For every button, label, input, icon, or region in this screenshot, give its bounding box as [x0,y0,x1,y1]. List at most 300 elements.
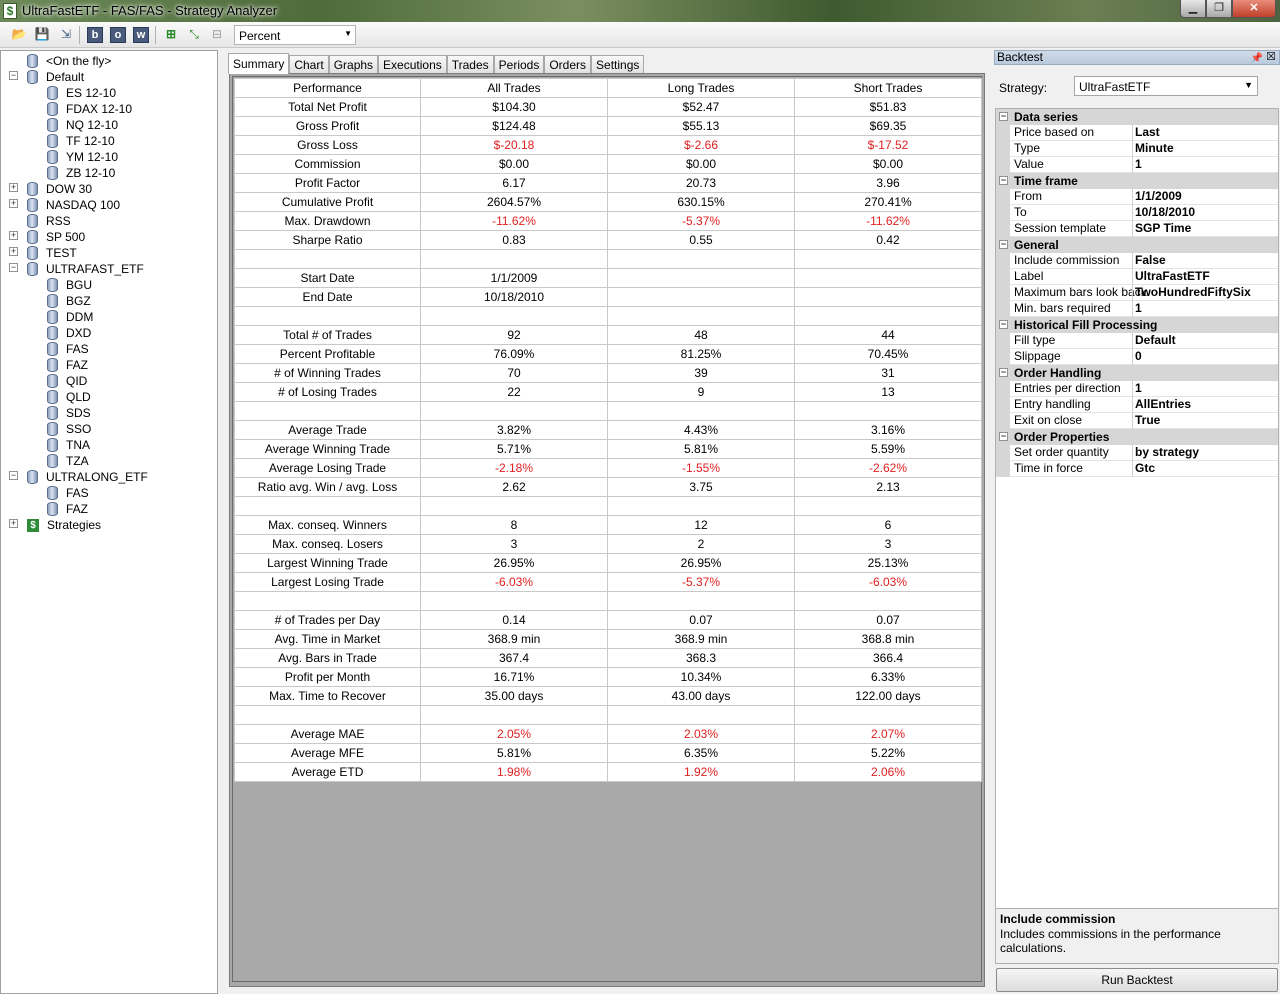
tree-item[interactable] [47,421,91,437]
table-row[interactable] [235,212,982,231]
tree-item[interactable] [47,485,89,501]
tree-item[interactable] [47,453,89,469]
metric-label: Max. Drawdown [235,212,421,231]
instrument-icon [47,166,58,180]
tree-group-sp500[interactable] [27,229,85,245]
expand-test-icon[interactable]: + [10,246,17,256]
all-trades-cell: 2.05% [421,725,608,744]
category-name: Historical Fill Processing [1014,318,1158,332]
property-value[interactable]: UltraFastETF [1132,269,1278,285]
property-row[interactable] [996,285,1278,301]
tree-item[interactable] [47,117,118,133]
instrument-icon [47,134,58,148]
long-trades-cell [608,269,795,288]
table-row[interactable] [235,516,982,535]
tree-item-label: SSO [66,422,92,436]
tree-item-label: QID [66,374,88,388]
collapse-category-icon[interactable]: − [1000,175,1007,185]
table-row[interactable] [235,535,982,554]
property-value[interactable]: TwoHundredFiftySix [1132,285,1278,301]
table-row[interactable] [235,440,982,459]
table-row[interactable] [235,269,982,288]
metric-label: Largest Winning Trade [235,554,421,573]
short-trades-cell: -6.03% [795,573,982,592]
database-icon [27,214,38,228]
property-value[interactable]: SGP Time [1132,221,1278,237]
metric-label [235,706,421,725]
property-row[interactable] [996,333,1278,349]
row-gutter [996,301,1010,317]
instrument-icon [47,374,58,388]
open-folder-icon[interactable]: 📂 [11,27,27,41]
row-gutter [996,205,1010,221]
long-trades-cell [608,706,795,725]
table-row[interactable] [235,402,982,421]
property-row[interactable] [996,205,1278,221]
property-name: Session template [1014,221,1107,235]
expand-nasdaq-icon[interactable]: + [10,198,17,208]
tree-item-label: FAS [66,342,89,356]
long-trades-cell: 1.92% [608,763,795,782]
expand-dow30-icon[interactable]: + [10,182,17,192]
property-row[interactable] [996,157,1278,173]
database-icon [27,198,38,212]
table-row[interactable] [235,668,982,687]
table-row[interactable] [235,174,982,193]
long-trades-cell: 2.03% [608,725,795,744]
property-value[interactable]: Default [1132,333,1278,349]
all-trades-cell: 26.95% [421,554,608,573]
collapse-category-icon[interactable]: − [1000,111,1007,121]
tree-group-label: DOW 30 [46,182,93,196]
tree-group-label: ULTRAFAST_ETF [46,262,144,276]
property-row[interactable] [996,269,1278,285]
tree-item[interactable] [47,501,88,517]
tree-group-ultrafast-etf[interactable] [27,261,144,277]
property-category[interactable] [996,317,1278,333]
long-trades-cell: $55.13 [608,117,795,136]
property-value[interactable]: True [1132,413,1278,429]
tree-item-selected[interactable] [47,341,89,357]
minimize-button[interactable]: ▁ [1180,0,1206,18]
short-trades-cell: $0.00 [795,155,982,174]
instrument-icon [47,326,58,340]
tree-group-rss[interactable] [27,213,71,229]
all-trades-cell: 0.83 [421,231,608,250]
instrument-icon [47,150,58,164]
tab-periods[interactable]: Periods [494,55,545,74]
tree-item[interactable] [47,277,92,293]
short-trades-cell: 270.41% [795,193,982,212]
property-name: Fill type [1014,333,1056,347]
instrument-icon [47,438,58,452]
property-value[interactable]: Last [1132,125,1278,141]
row-gutter [996,349,1010,365]
metric-label: # of Losing Trades [235,383,421,402]
tree-item-label: ES 12-10 [66,86,117,100]
collapse-default-icon[interactable]: − [10,70,17,80]
display-mode-select[interactable] [234,25,356,45]
table-row[interactable] [235,725,982,744]
short-trades-cell: 31 [795,364,982,383]
tree-group-default[interactable] [27,69,84,85]
metric-label [235,402,421,421]
column-header-long-trades[interactable]: Long Trades [608,79,795,98]
table-row[interactable] [235,592,982,611]
short-trades-cell: 122.00 days [795,687,982,706]
tab-chart[interactable]: Chart [289,55,328,74]
property-value[interactable]: 1 [1132,381,1278,397]
property-row[interactable] [996,301,1278,317]
metric-label [235,497,421,516]
long-trades-cell: 2 [608,535,795,554]
metric-label: Ratio avg. Win / avg. Loss [235,478,421,497]
short-trades-cell [795,288,982,307]
metric-label: # of Winning Trades [235,364,421,383]
property-name: Set order quantity [1014,445,1109,459]
property-category[interactable] [996,173,1278,189]
property-value[interactable]: 0 [1132,349,1278,365]
collapse-category-icon[interactable]: − [1000,319,1007,329]
all-trades-cell: 3 [421,535,608,554]
collapse-category-icon[interactable]: − [1000,367,1007,377]
maximize-button[interactable]: ❐ [1206,0,1232,18]
long-trades-cell: $0.00 [608,155,795,174]
all-trades-cell: 368.9 min [421,630,608,649]
long-trades-cell: 26.95% [608,554,795,573]
all-trades-cell: $0.00 [421,155,608,174]
database-icon [27,182,38,196]
all-trades-cell: 5.81% [421,744,608,763]
property-grid [995,108,1279,958]
tree-item[interactable] [47,325,91,341]
property-value[interactable]: Minute [1132,141,1278,157]
tree-group-dow30[interactable] [27,181,92,197]
property-value[interactable]: 1 [1132,301,1278,317]
short-trades-cell [795,592,982,611]
property-category[interactable] [996,429,1278,445]
tree-item-label: ZB 12-10 [66,166,116,180]
app-icon: $ [3,3,17,19]
table-row[interactable] [235,497,982,516]
column-header-performance[interactable]: Performance [235,79,421,98]
property-row[interactable] [996,445,1278,461]
property-name: Time in force [1014,461,1083,475]
tree-item[interactable] [47,133,115,149]
row-gutter [996,413,1010,429]
property-row[interactable] [996,413,1278,429]
short-trades-cell: -2.62% [795,459,982,478]
tree-item-label: FDAX 12-10 [66,102,133,116]
run-backtest-button[interactable]: Run Backtest [996,968,1278,992]
all-trades-cell: 0.14 [421,611,608,630]
strategy-label: Strategy: [999,81,1048,95]
property-name: From [1014,189,1042,203]
table-row[interactable] [235,649,982,668]
strategy-icon: $ [27,519,39,532]
instrument-icon [47,502,58,516]
table-row[interactable] [235,117,982,136]
instrument-icon [47,310,58,324]
long-trades-cell: $-2.66 [608,136,795,155]
metric-label: Average ETD [235,763,421,782]
metric-label: # of Trades per Day [235,611,421,630]
property-description [995,908,1279,964]
row-gutter [996,269,1010,285]
tree-item-label: FAZ [66,502,89,516]
tree-group-label: RSS [46,214,71,228]
instrument-icon [47,102,58,116]
property-row[interactable] [996,461,1278,477]
table-row[interactable] [235,744,982,763]
metric-label: Average MFE [235,744,421,763]
strategy-select[interactable] [1074,76,1258,96]
all-trades-cell: 8 [421,516,608,535]
w-button[interactable]: w [133,27,149,43]
instrument-icon [47,422,58,436]
tree-item[interactable] [47,149,118,165]
table-row[interactable] [235,421,982,440]
all-trades-cell: -11.62% [421,212,608,231]
property-category[interactable] [996,365,1278,381]
row-gutter [996,397,1010,413]
property-row[interactable] [996,141,1278,157]
long-trades-cell: 9 [608,383,795,402]
pin-icon[interactable]: 📌 [1250,53,1263,64]
short-trades-cell: 368.8 min [795,630,982,649]
table-row[interactable] [235,383,982,402]
tree-item-label: FAZ [66,358,89,372]
tree-group-nasdaq[interactable] [27,197,120,213]
result-tabs [228,53,644,73]
short-trades-cell [795,269,982,288]
collapse-category-icon[interactable]: − [1000,239,1007,249]
property-name: Entry handling [1014,397,1091,411]
instrument-icon [47,486,58,500]
tab-graphs[interactable]: Graphs [329,55,378,74]
short-trades-cell: 70.45% [795,345,982,364]
description-title: Include commission [1000,912,1116,926]
tab-trades[interactable]: Trades [447,55,494,74]
tree-item-label: BGZ [66,294,91,308]
tree-item[interactable] [47,101,132,117]
all-trades-cell: 1.98% [421,763,608,782]
tree-item[interactable] [47,373,87,389]
tree-item-label: DXD [66,326,92,340]
long-trades-cell [608,288,795,307]
tree-group-ultralong-etf[interactable] [27,469,148,485]
short-trades-cell: $-17.52 [795,136,982,155]
long-trades-cell [608,307,795,326]
tree-item[interactable] [47,437,90,453]
row-gutter [996,189,1010,205]
table-row[interactable] [235,307,982,326]
table-row[interactable] [235,231,982,250]
long-trades-cell [608,592,795,611]
long-trades-cell: 12 [608,516,795,535]
short-trades-cell: 3 [795,535,982,554]
property-category[interactable] [996,237,1278,253]
property-row[interactable] [996,221,1278,237]
table-row[interactable] [235,630,982,649]
tree-item[interactable] [47,293,91,309]
all-trades-cell: 2.62 [421,478,608,497]
o-button[interactable]: o [110,27,126,43]
tree-item[interactable] [47,85,116,101]
property-value[interactable]: Gtc [1132,461,1278,477]
property-value[interactable]: 10/18/2010 [1132,205,1278,221]
chevron-down-icon: ▼ [1244,80,1253,90]
database-icon [27,230,38,244]
table-row[interactable] [235,250,982,269]
toolbar [0,22,1280,48]
property-value[interactable]: by strategy [1132,445,1278,461]
table-row[interactable] [235,706,982,725]
row-gutter [996,285,1010,301]
table-row[interactable] [235,763,982,782]
all-trades-cell: 3.82% [421,421,608,440]
instrument-icon [47,342,58,356]
table-row[interactable] [235,687,982,706]
property-value[interactable]: 1 [1132,157,1278,173]
tab-orders[interactable]: Orders [544,55,591,74]
tree-item-label: FAS [66,486,89,500]
tab-settings[interactable]: Settings [591,55,644,74]
backtest-panel-header [994,50,1280,65]
tree-group-label: TEST [46,246,77,260]
property-name: Type [1014,141,1041,155]
long-trades-cell: 20.73 [608,174,795,193]
tab-summary[interactable]: Summary [228,53,289,74]
table-row[interactable] [235,478,982,497]
all-trades-cell [421,402,608,421]
instrument-icon [47,294,58,308]
table-row[interactable] [235,193,982,212]
table-row[interactable] [235,364,982,383]
column-header-all-trades[interactable]: All Trades [421,79,608,98]
property-name: Label [1014,269,1044,283]
property-row[interactable] [996,125,1278,141]
title-bar [0,0,1280,22]
table-row[interactable] [235,573,982,592]
long-trades-cell: -5.37% [608,573,795,592]
close-button[interactable]: ✕ [1232,0,1276,18]
tree-group-strategies[interactable] [27,517,101,533]
property-row[interactable] [996,189,1278,205]
property-row[interactable] [996,397,1278,413]
short-trades-cell: 366.4 [795,649,982,668]
expand-strategies-icon[interactable]: + [10,518,17,528]
table-row[interactable] [235,288,982,307]
short-trades-cell: $51.83 [795,98,982,117]
tree-group-label: SP 500 [46,230,86,244]
tree-item[interactable] [47,357,88,373]
metric-label: Average Winning Trade [235,440,421,459]
property-name: Price based on [1014,125,1095,139]
save-icon[interactable]: 💾 [34,27,50,41]
short-trades-cell: 3.96 [795,174,982,193]
short-trades-cell: 0.07 [795,611,982,630]
short-trades-cell: 13 [795,383,982,402]
table-row[interactable] [235,554,982,573]
property-row[interactable] [996,349,1278,365]
tree-item[interactable] [47,405,91,421]
tree-item[interactable] [47,309,93,325]
metric-label: Profit Factor [235,174,421,193]
export-icon[interactable]: ⇲ [60,27,72,41]
property-row[interactable] [996,253,1278,269]
tree-item-on-the-fly[interactable] [27,53,111,69]
property-row[interactable] [996,381,1278,397]
property-name: To [1014,205,1027,219]
database-icon [27,470,38,484]
short-trades-cell: 2.13 [795,478,982,497]
expand-sp500-icon[interactable]: + [10,230,17,240]
table-row[interactable] [235,136,982,155]
summary-panel [229,73,985,987]
all-trades-cell: -6.03% [421,573,608,592]
table-row[interactable] [235,459,982,478]
collapse-category-icon[interactable]: − [1000,431,1007,441]
remove-icon[interactable]: ⊟ [211,27,223,41]
strategy-value: UltraFastETF [1079,80,1151,94]
long-trades-cell: 10.34% [608,668,795,687]
close-panel-icon[interactable]: ☒ [1266,51,1276,63]
tree-item-label: YM 12-10 [66,150,119,164]
table-row[interactable] [235,345,982,364]
collapse-ultrafast-icon[interactable]: − [10,262,17,272]
tree-group-test[interactable] [27,245,77,261]
metric-label [235,250,421,269]
add-icon[interactable]: ⊞ [165,27,177,41]
collapse-ultralong-icon[interactable]: − [10,470,17,480]
long-trades-cell: 48 [608,326,795,345]
tab-executions[interactable]: Executions [378,55,447,74]
property-value[interactable]: 1/1/2009 [1132,189,1278,205]
b-button[interactable]: b [87,27,103,43]
expand-icon[interactable]: ⤡ [189,27,199,41]
tree-item[interactable] [47,165,115,181]
property-name: Entries per direction [1014,381,1121,395]
table-row[interactable] [235,155,982,174]
long-trades-cell: 39 [608,364,795,383]
metric-label: Total # of Trades [235,326,421,345]
instrument-icon [47,454,58,468]
long-trades-cell [608,250,795,269]
metric-label: Percent Profitable [235,345,421,364]
row-gutter [996,333,1010,349]
long-trades-cell: 3.75 [608,478,795,497]
long-trades-cell: 630.15% [608,193,795,212]
row-gutter [996,381,1010,397]
column-header-short-trades[interactable]: Short Trades [795,79,982,98]
tree-group-label: Default [46,70,85,84]
property-value[interactable]: AllEntries [1132,397,1278,413]
category-name: General [1014,238,1059,252]
long-trades-cell [608,402,795,421]
property-category[interactable] [996,109,1278,125]
table-row[interactable] [235,98,982,117]
table-row[interactable] [235,326,982,345]
tree-item[interactable] [47,389,91,405]
table-row[interactable] [235,611,982,630]
all-trades-cell: 6.17 [421,174,608,193]
property-value[interactable]: False [1132,253,1278,269]
row-gutter [996,253,1010,269]
all-trades-cell [421,497,608,516]
panel-splitter[interactable] [218,50,224,994]
row-gutter [996,445,1010,461]
